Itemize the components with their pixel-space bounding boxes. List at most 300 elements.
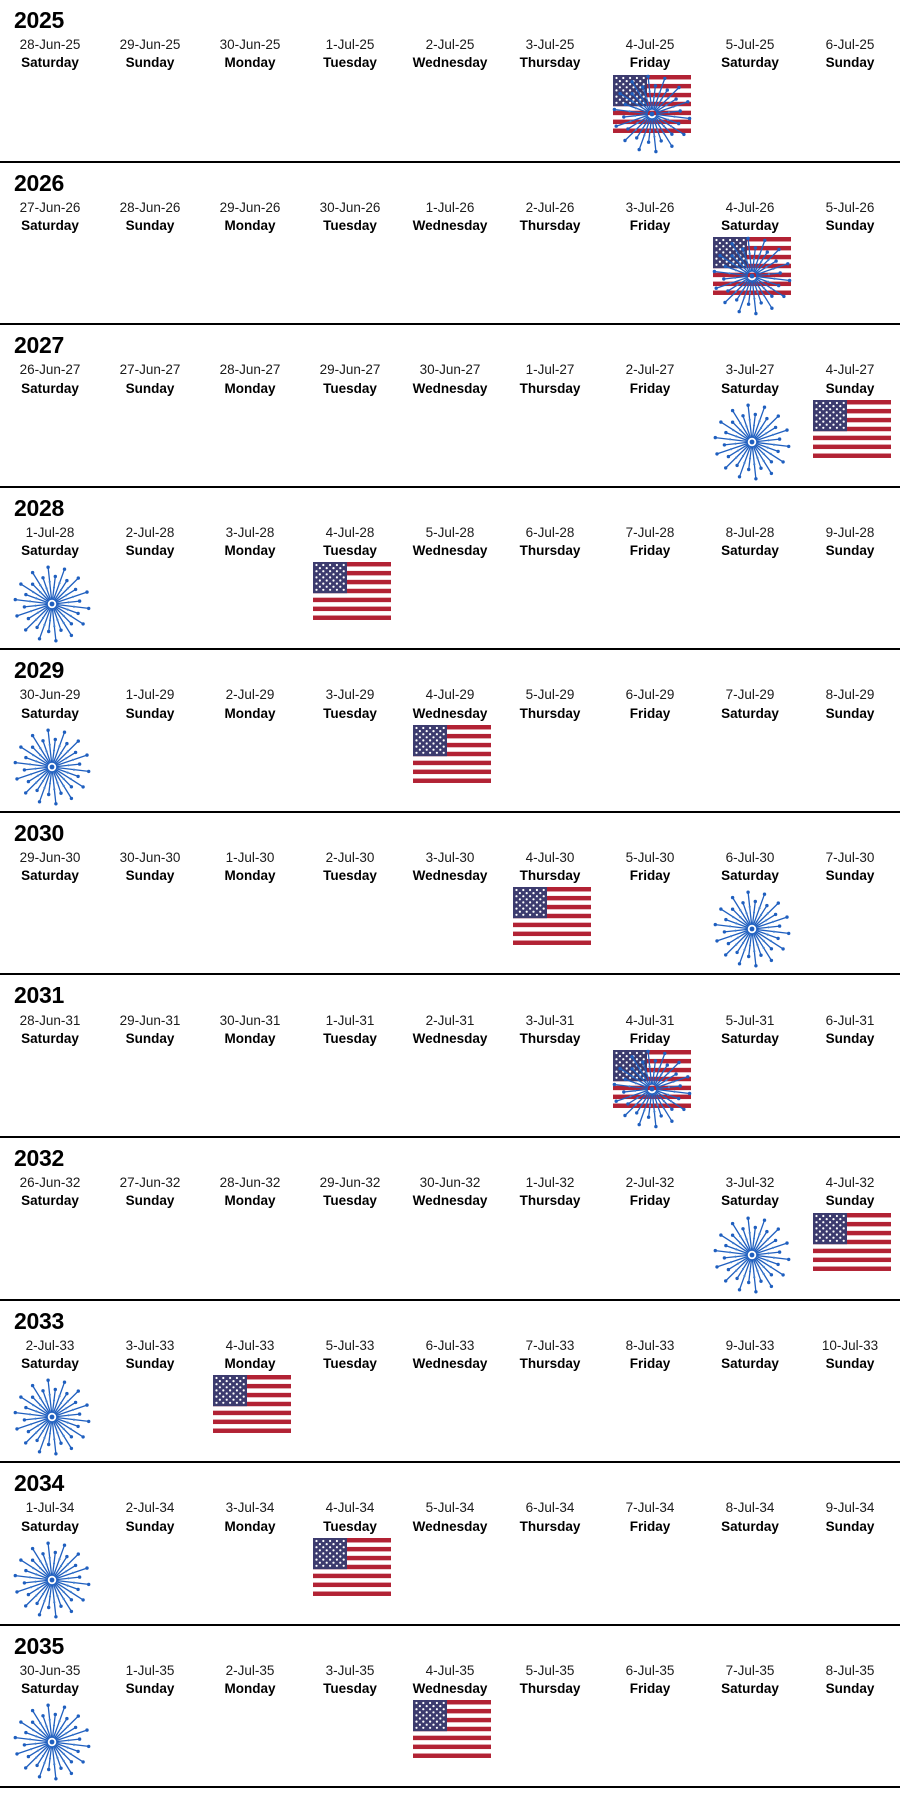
day-date: 4-Jul-29 [425,687,475,703]
day-weekday: Monday [224,1193,276,1209]
day-weekday: Wednesday [412,380,488,396]
day-cell [400,36,500,160]
day-cell [200,686,300,810]
day-artwork [2,885,98,973]
day-cell [200,1662,300,1786]
day-cell [0,1174,100,1298]
day-weekday: Thursday [519,1030,581,1046]
day-artwork [102,235,198,323]
firework-icon [710,400,794,484]
year-label: 2028 [14,494,64,521]
usa-flag-icon [413,1700,491,1758]
day-cell [700,524,800,648]
day-cell [800,686,900,810]
day-cell [0,524,100,648]
day-artwork [502,560,598,648]
day-weekday: Saturday [21,705,79,721]
day-date: 29-Jun-32 [319,1175,381,1191]
day-cell [100,849,200,973]
day-artwork [802,560,898,648]
day-weekday: Friday [629,1355,671,1371]
firework-icon [10,1700,94,1784]
day-date: 29-Jun-30 [19,850,81,866]
day-artwork [302,1211,398,1299]
day-artwork [502,235,598,323]
day-artwork [602,398,698,486]
year-label: 2025 [14,7,64,33]
day-cell [200,1499,300,1623]
day-weekday: Wednesday [412,705,488,721]
day-cell [100,1174,200,1298]
day-cell [700,1662,800,1786]
day-weekday: Saturday [21,217,79,233]
day-weekday: Wednesday [412,1681,488,1697]
usa-flag-icon [413,1700,491,1758]
day-date: 5-Jul-29 [525,687,575,703]
day-artwork [502,1048,598,1136]
firework-icon [10,562,94,646]
day-weekday: Sunday [825,380,875,396]
day-weekday: Monday [224,1518,276,1534]
year-block [0,163,900,326]
day-weekday: Saturday [21,868,79,884]
day-cell [600,686,700,810]
day-cell [200,1174,300,1298]
usa-flag-icon [813,1213,891,1271]
day-cell [600,199,700,323]
year-block [0,0,900,163]
day-date: 30-Jun-25 [219,37,281,53]
day-weekday: Sunday [825,217,875,233]
day-date: 30-Jun-30 [119,850,181,866]
year-block [0,1463,900,1626]
day-weekday: Monday [224,55,276,71]
day-cell [700,1337,800,1461]
day-cell [0,849,100,973]
day-cell [300,524,400,648]
day-artwork [802,1211,898,1299]
day-cell [0,1662,100,1786]
day-cell [700,1499,800,1623]
usa-flag-icon [413,725,491,783]
day-cell [700,1012,800,1136]
usa-flag-icon [813,400,891,458]
day-date: 3-Jul-30 [425,850,475,866]
day-weekday: Tuesday [323,217,377,233]
firework-icon [710,887,794,971]
day-date: 6-Jul-34 [525,1500,575,1516]
day-date: 5-Jul-25 [725,37,775,53]
day-weekday: Saturday [721,380,779,396]
day-cell [300,361,400,485]
day-weekday: Friday [629,705,671,721]
day-cell [300,1174,400,1298]
firework-icon [10,725,94,809]
day-artwork [2,73,98,161]
firework-icon [609,1046,695,1132]
day-artwork [302,723,398,811]
day-weekday: Saturday [721,1355,779,1371]
day-cell [300,849,400,973]
date-row [0,1012,900,1136]
day-weekday: Saturday [21,55,79,71]
day-cell [400,1012,500,1136]
day-date: 9-Jul-34 [825,1500,875,1516]
firework-icon [709,233,795,319]
day-date: 26-Jun-27 [19,362,81,378]
day-weekday: Saturday [721,705,779,721]
firework-icon [710,400,794,484]
day-artwork [702,723,798,811]
day-date: 3-Jul-34 [225,1500,275,1516]
day-cell [300,1012,400,1136]
day-date: 8-Jul-33 [625,1337,675,1353]
day-weekday: Sunday [125,705,175,721]
day-artwork [102,885,198,973]
day-artwork [402,1048,498,1136]
day-cell [800,1174,900,1298]
day-artwork [702,398,798,486]
day-artwork [602,1536,698,1624]
day-weekday: Thursday [519,1681,581,1697]
usa-flag-icon [213,1375,291,1433]
year-block [0,1301,900,1464]
day-artwork [2,560,98,648]
usa-flag-icon [513,887,591,945]
day-artwork [102,723,198,811]
date-row [0,199,900,323]
day-date: 7-Jul-33 [525,1337,575,1353]
day-date: 4-Jul-25 [625,37,675,53]
day-artwork [402,1536,498,1624]
day-date: 4-Jul-31 [625,1012,675,1028]
year-label: 2033 [14,1307,64,1334]
day-date: 29-Jun-31 [119,1012,181,1028]
day-weekday: Saturday [21,1193,79,1209]
day-artwork [2,398,98,486]
day-date: 27-Jun-26 [19,199,81,215]
day-artwork [502,1373,598,1461]
day-artwork [302,560,398,648]
day-date: 4-Jul-30 [525,850,575,866]
day-weekday: Friday [629,1518,671,1534]
day-date: 4-Jul-26 [725,199,775,215]
day-date: 7-Jul-28 [625,524,675,540]
day-date: 6-Jul-29 [625,687,675,703]
day-weekday: Sunday [125,380,175,396]
date-row [0,524,900,648]
day-weekday: Friday [629,543,671,559]
day-artwork [202,1211,298,1299]
day-cell [600,36,700,160]
day-date: 4-Jul-28 [325,524,375,540]
day-cell [0,1499,100,1623]
day-weekday: Saturday [721,1518,779,1534]
day-artwork [602,235,698,323]
day-artwork [302,1698,398,1786]
date-row [0,686,900,810]
day-date: 3-Jul-27 [725,362,775,378]
day-weekday: Thursday [519,380,581,396]
day-cell [100,361,200,485]
day-artwork [602,1698,698,1786]
day-cell [200,1012,300,1136]
day-artwork [402,73,498,161]
day-artwork [402,560,498,648]
day-cell [800,1337,900,1461]
day-weekday: Friday [629,868,671,884]
day-date: 4-Jul-33 [225,1337,275,1353]
day-cell [100,1337,200,1461]
day-date: 30-Jun-35 [19,1662,81,1678]
day-artwork [402,1373,498,1461]
day-weekday: Friday [629,217,671,233]
day-artwork [2,1048,98,1136]
day-weekday: Saturday [21,1355,79,1371]
day-weekday: Monday [224,217,276,233]
date-row [0,1337,900,1461]
year-label: 2030 [14,819,64,846]
year-block [0,975,900,1138]
day-date: 2-Jul-33 [25,1337,75,1353]
day-weekday: Friday [629,1193,671,1209]
day-weekday: Thursday [519,55,581,71]
day-artwork [702,235,798,323]
day-weekday: Monday [224,868,276,884]
firework-icon [609,71,695,157]
day-weekday: Sunday [125,217,175,233]
day-date: 2-Jul-28 [125,524,175,540]
day-cell [400,524,500,648]
day-artwork [102,560,198,648]
day-cell [100,36,200,160]
day-weekday: Thursday [519,868,581,884]
day-cell [200,361,300,485]
day-artwork [402,235,498,323]
day-artwork [702,73,798,161]
day-date: 6-Jul-25 [825,37,875,53]
day-date: 2-Jul-29 [225,687,275,703]
day-weekday: Saturday [721,543,779,559]
day-artwork [502,1698,598,1786]
firework-icon [10,562,94,646]
day-weekday: Monday [224,543,276,559]
day-cell [400,361,500,485]
day-date: 4-Jul-32 [825,1175,875,1191]
day-cell [300,199,400,323]
day-weekday: Saturday [21,1518,79,1534]
day-cell [200,1337,300,1461]
day-date: 29-Jun-25 [119,37,181,53]
day-weekday: Tuesday [323,1518,377,1534]
day-weekday: Sunday [125,55,175,71]
day-artwork [602,1048,698,1136]
day-cell [600,1174,700,1298]
year-label: 2027 [14,332,64,359]
day-weekday: Thursday [519,217,581,233]
day-weekday: Monday [224,1355,276,1371]
day-artwork [202,1048,298,1136]
day-date: 26-Jun-32 [19,1175,81,1191]
day-weekday: Wednesday [412,55,488,71]
day-artwork [802,1536,898,1624]
day-cell [500,1337,600,1461]
usa-flag-icon [813,400,891,458]
day-weekday: Saturday [721,1030,779,1046]
day-cell [800,524,900,648]
day-cell [500,849,600,973]
day-artwork [302,73,398,161]
day-artwork [102,1048,198,1136]
day-artwork [202,1698,298,1786]
firework-icon [709,233,795,319]
day-artwork [702,1048,798,1136]
day-weekday: Sunday [825,1193,875,1209]
day-cell [700,199,800,323]
day-artwork [202,73,298,161]
day-artwork [602,723,698,811]
day-cell [500,686,600,810]
day-cell [100,1662,200,1786]
year-label: 2034 [14,1470,64,1497]
day-date: 7-Jul-30 [825,850,875,866]
day-date: 30-Jun-27 [419,362,481,378]
day-weekday: Tuesday [323,1681,377,1697]
day-artwork [702,1211,798,1299]
day-weekday: Sunday [825,543,875,559]
day-date: 8-Jul-35 [825,1662,875,1678]
day-artwork [502,1211,598,1299]
day-cell [100,1499,200,1623]
day-cell [700,36,800,160]
day-date: 6-Jul-31 [825,1012,875,1028]
day-date: 1-Jul-30 [225,850,275,866]
day-artwork [402,885,498,973]
day-artwork [202,1536,298,1624]
day-weekday: Sunday [825,1030,875,1046]
day-cell [300,36,400,160]
day-artwork [802,235,898,323]
day-artwork [2,1373,98,1461]
year-block [0,813,900,976]
day-date: 8-Jul-29 [825,687,875,703]
day-date: 29-Jun-26 [219,199,281,215]
usa-flag-icon [313,562,391,620]
day-cell [400,199,500,323]
day-cell [400,849,500,973]
day-weekday: Friday [629,380,671,396]
day-artwork [202,398,298,486]
day-date: 28-Jun-25 [19,37,81,53]
day-date: 27-Jun-32 [119,1175,181,1191]
day-artwork [102,73,198,161]
day-date: 5-Jul-34 [425,1500,475,1516]
day-date: 1-Jul-35 [125,1662,175,1678]
day-weekday: Monday [224,1030,276,1046]
day-date: 7-Jul-35 [725,1662,775,1678]
day-weekday: Tuesday [323,1355,377,1371]
day-artwork [702,560,798,648]
day-weekday: Friday [629,1681,671,1697]
day-cell [400,1499,500,1623]
day-artwork [102,1373,198,1461]
day-artwork [402,1698,498,1786]
day-cell [600,524,700,648]
day-artwork [802,1698,898,1786]
usa-flag-icon [313,1538,391,1596]
day-cell [800,1499,900,1623]
day-date: 6-Jul-35 [625,1662,675,1678]
day-cell [700,1174,800,1298]
day-weekday: Saturday [721,1681,779,1697]
day-artwork [402,398,498,486]
day-date: 8-Jul-34 [725,1500,775,1516]
day-artwork [302,885,398,973]
day-date: 3-Jul-32 [725,1175,775,1191]
day-weekday: Saturday [721,1193,779,1209]
day-weekday: Sunday [825,868,875,884]
day-artwork [802,73,898,161]
day-artwork [402,723,498,811]
day-cell [0,36,100,160]
year-label: 2026 [14,169,64,196]
day-cell [100,1012,200,1136]
day-date: 8-Jul-28 [725,524,775,540]
day-date: 5-Jul-33 [325,1337,375,1353]
day-cell [500,1174,600,1298]
day-artwork [802,1048,898,1136]
day-date: 3-Jul-33 [125,1337,175,1353]
day-weekday: Wednesday [412,1355,488,1371]
day-cell [0,1337,100,1461]
date-row [0,1662,900,1786]
day-artwork [302,1536,398,1624]
day-artwork [602,560,698,648]
day-cell [600,1662,700,1786]
day-weekday: Friday [629,55,671,71]
day-artwork [102,1536,198,1624]
year-block [0,1626,900,1789]
day-weekday: Sunday [825,1518,875,1534]
day-cell [400,1174,500,1298]
day-weekday: Sunday [125,1193,175,1209]
date-row [0,1174,900,1298]
day-artwork [502,73,598,161]
day-weekday: Wednesday [412,1030,488,1046]
day-artwork [302,235,398,323]
day-cell [600,361,700,485]
usa-flag-icon [513,887,591,945]
firework-icon [10,725,94,809]
day-cell [800,1012,900,1136]
day-artwork [202,885,298,973]
day-date: 27-Jun-27 [119,362,181,378]
day-weekday: Monday [224,705,276,721]
day-date: 1-Jul-27 [525,362,575,378]
day-date: 1-Jul-25 [325,37,375,53]
day-artwork [202,235,298,323]
day-weekday: Wednesday [412,1193,488,1209]
day-cell [500,524,600,648]
day-artwork [602,1211,698,1299]
day-cell [200,36,300,160]
day-artwork [802,723,898,811]
day-weekday: Saturday [721,217,779,233]
day-artwork [2,1536,98,1624]
day-date: 2-Jul-34 [125,1500,175,1516]
date-row [0,36,900,160]
day-date: 10-Jul-33 [821,1337,879,1353]
